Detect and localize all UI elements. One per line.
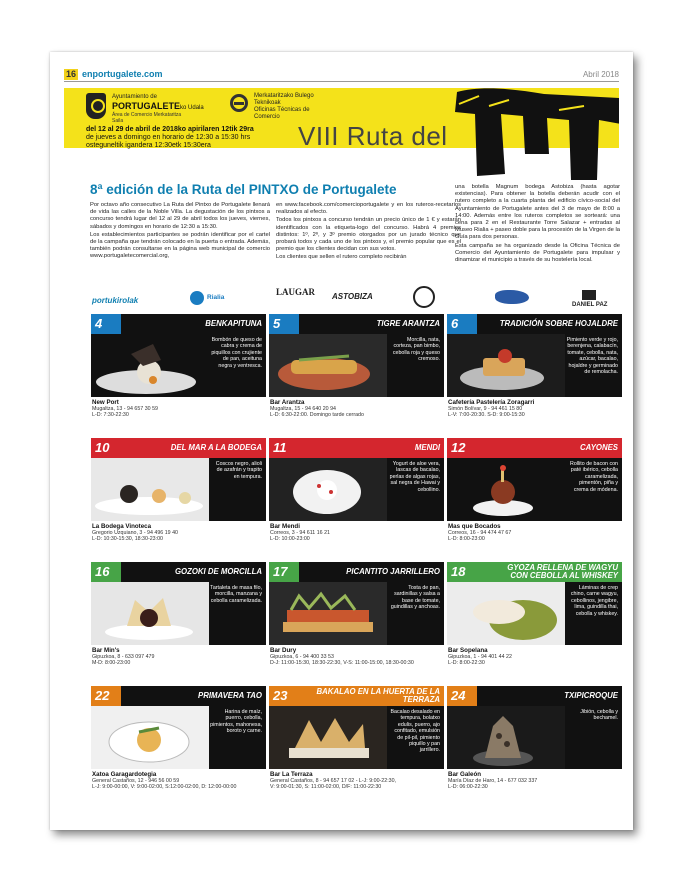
bar-name: New Port xyxy=(92,399,119,406)
pintxo-photo xyxy=(91,334,209,397)
page-number: 16 xyxy=(66,69,77,79)
sponsor-logos xyxy=(90,282,620,312)
pintxo-number: 10 xyxy=(95,440,110,455)
bar-info xyxy=(91,397,266,434)
intro-column-2: en www.facebook.com/comercioportugalete y en los ruteros-recetarios realizados al efecto. Todos los pintxos a concurso tendrán un precio único de 1 € y estarán identificados con la etiqueta-logo del concurso. Habrá 4 premios distintos: 1º, 2º, y 3º premio otorgados por un jurado técnico que probará todos y cada uno de los pintxos y, el premio popular que es el premio que los clientes decidan con sus votos. Los clientes que sellen el rutero completo recibirán xyxy=(276,202,461,261)
pintxo-photo xyxy=(447,458,565,521)
sponsor-emblem-icon xyxy=(413,286,435,308)
pintxo-title: BENKAPITUNA xyxy=(205,319,262,328)
pintxo-photo xyxy=(91,706,209,769)
bar-info xyxy=(447,769,622,806)
bar-info xyxy=(269,397,444,434)
sponsor-astobiza: ASTOBIZA xyxy=(332,292,373,301)
pintxo-description: Bacalao desalado en tempura, bolatxo edulis, puerro, ajo confitado, emulsión de pil-pil, pimiento piquillo y pan jarrillero. xyxy=(390,709,440,754)
pintxo-photo xyxy=(269,334,387,397)
merkataritza-label-eu: Merkataritzako Bulego Teknikoak xyxy=(254,93,314,106)
bar-name: Bar La Terraza xyxy=(270,771,313,778)
bar-address: Mugaltza, 13 - 94 657 30 59 xyxy=(92,406,158,412)
intro-column-3: una botella Magnum bodega Astobiza (hasta agotar existencias). Para obtener la botella deberán acudir con el rutero completo a la cuarta planta del edificio cívico-social del Ayuntamiento de Portugalete antes del 3 de mayo de 8:00 a 14:00. Además entre los ruteros completos se sorteará: una cena para 2 en el Restaurante Torre Salazar + entradas al Museo Rialia + paseo doble para la procesión de la Virgen de la Guía para dos personas. Esta campaña se ha organizado desde la Oficina Técnica de Comercio del Ayuntamiento de Portugalete para impulsar y dinamizar el municipio a través de su hostelería local. xyxy=(455,184,620,264)
bar-name: La Bodega Vinoteca xyxy=(92,523,152,530)
pintxo-photo xyxy=(269,458,387,521)
issue-date: Abril 2018 xyxy=(582,70,619,79)
pintxo-description: Láminas de crep chino, carne wagyu, cebollinos, jengibre, lima, guindilla thai, cebolla y whiskey. xyxy=(570,585,618,617)
bar-hours: L-D: 10:30-15:30, 18:30-23:00 xyxy=(92,536,163,543)
bar-info xyxy=(269,521,444,558)
bar-hours: L-D: 8:00-22:30 xyxy=(448,660,485,667)
merkataritza-label-es: Oficinas Técnicas de Comercio xyxy=(254,107,310,120)
bar-info xyxy=(447,645,622,682)
bar-hours: L-V: 7:00-20:30. S-D: 9:00-15:30 xyxy=(448,412,525,419)
magazine-page xyxy=(50,52,633,830)
bar-address: General Castaños, 12 - 946 56 00 59 xyxy=(92,778,180,784)
ayto-department: Área de Comercio Merkataritza Saila xyxy=(112,112,182,124)
pintxo-description: Tosta de pan, sardinillas y salsa a base de tomate, guindillas y anchoas. xyxy=(390,585,440,611)
daniel-paz-logo-icon xyxy=(582,290,596,300)
pintxo-description: Rollito de bacon con paté ibérico, cebolla caramelizada, pimentón, piña y crema de módena. xyxy=(570,461,618,493)
pintxo-number: 12 xyxy=(451,440,466,455)
pintxo-card[interactable] xyxy=(91,438,266,558)
pintxo-description: Morcilla, nata, corteza, pan bimbo, cebolla roja y queso cremoso. xyxy=(392,337,440,363)
pintxo-photo xyxy=(91,582,209,645)
sponsor-portukirolak: portukirolak xyxy=(92,296,139,305)
pintxo-photo xyxy=(269,582,387,645)
pintxo-card[interactable] xyxy=(447,438,622,558)
intro-column-1: Por octavo año consecutivo La Ruta del Pintxo de Portugalete llenará de vida las calles de la Noble Villa. La degustación de los pintxos a concurso tendrá lugar del 12 al 29 de abril todos los jueves, viernes, sábados y domingos en horario de 12:30 a 15:30. Los establecimientos participantes se podrán identificar por el cartel de la campaña que tendrán colocado en la puerta o entrada. Además, también podrán consultarse en la página web municipal de comercio www.portugaletecomercial.org, xyxy=(90,202,270,260)
pintxo-description: Bombón de queso de cabra y crema de piquillos con crujiente de pan, aceituna negra y ventresca. xyxy=(211,337,262,369)
ayto-name: PORTUGALETEko Udala xyxy=(112,101,204,111)
bar-name: Xatoa Garagardotegia xyxy=(92,771,157,778)
bar-name: Bar Galeón xyxy=(448,771,482,778)
sponsor-laugar: LAUGAR xyxy=(276,287,316,297)
bar-hours: V: 9:00-01:30, S: 11:00-02:00, D/F: 11:00-22:30 xyxy=(270,784,382,791)
pintxo-title: PICANTITO JARRILLERO xyxy=(346,567,440,576)
pintxo-photo xyxy=(447,334,565,397)
bar-name: Bar Dury xyxy=(270,647,297,654)
bar-address: Correos, 3 - 94 611 16 21 xyxy=(270,530,330,536)
bar-name: Mas que Bocados xyxy=(448,523,501,530)
ayto-label: Ayuntamiento de xyxy=(112,94,157,100)
bar-hours: L-D: 06:00-22:30 xyxy=(448,784,488,791)
pintxo-photo xyxy=(269,706,387,769)
pintxo-number: 24 xyxy=(451,688,466,703)
bar-address: Gipuzkoa, 1 - 94 401 44 22 xyxy=(448,654,512,660)
bar-info xyxy=(91,521,266,558)
site-name[interactable]: enportugalete.com xyxy=(82,69,163,79)
pintxo-title: TRADICIÓN SOBRE HOJALDRE xyxy=(499,319,618,328)
bar-info xyxy=(269,769,444,806)
pintxo-title: DEL MAR A LA BODEGA xyxy=(170,443,262,452)
page-header xyxy=(64,68,619,82)
bar-hours: M-D: 8:00-23:00 xyxy=(92,660,131,667)
pintxo-card[interactable] xyxy=(91,314,266,434)
pintxo-title: MENDI xyxy=(414,443,440,452)
pintxo-number: 22 xyxy=(95,688,110,703)
bar-address: Mugaltza, 15 - 94 640 20 94 xyxy=(270,406,336,412)
bar-info xyxy=(447,397,622,434)
pintxo-title: GOZOKI DE MORCILLA xyxy=(174,567,262,576)
article-headline: 8ª edición de la Ruta del PINTXO de Portugalete xyxy=(90,182,397,197)
pintxo-title: CAYONES xyxy=(580,443,618,452)
fish-logo-icon xyxy=(495,290,529,304)
bar-hours: L-D: 10:00-23:00 xyxy=(270,536,310,543)
bar-info xyxy=(447,521,622,558)
pintxo-card[interactable] xyxy=(91,686,266,806)
bar-name: Cafetería Pastelería Zoragarri xyxy=(448,399,535,406)
bar-hours: L-D: 6:30-22:00. Domingo tarde cerrado xyxy=(270,412,364,419)
pintxo-description: Pimiento verde y rojo, berenjena, calabacín, tomate, cebolla, nata, azúcar, bacalao, hojaldre y germinado de remolacha. xyxy=(566,337,618,376)
coat-of-arms-icon xyxy=(86,93,106,119)
event-banner xyxy=(64,88,619,180)
bar-info xyxy=(91,645,266,682)
bar-name: Bar Arantza xyxy=(270,399,305,406)
pintxo-card[interactable] xyxy=(447,562,622,682)
pintxo-card[interactable] xyxy=(269,438,444,558)
bar-address: María Díaz de Haro, 14 - 677 032 337 xyxy=(448,778,538,784)
bar-name: Bar Mendi xyxy=(270,523,300,530)
bar-hours: L-D: 8:00-23:00 xyxy=(448,536,485,543)
pintxo-photo xyxy=(91,458,209,521)
event-dates: del 12 al 29 de abril de 2018ko apirilaren 12tik 29ra de jueves a domingo en horario de 12:30 a 15:30 hrs osteguneltik igandera 12:30etk 15:30era xyxy=(86,126,254,149)
pintxo-number: 4 xyxy=(95,316,103,331)
bar-address: Gregorio Uzquiano, 3 - 94 496 19 40 xyxy=(92,530,178,536)
pintxo-title: BAKALAO EN LA HUERTA DE LA TERRAZA xyxy=(316,687,440,704)
pintxo-title: TIGRE ARANTZA xyxy=(376,319,440,328)
pintxo-number: 16 xyxy=(95,564,110,579)
pintxo-number: 23 xyxy=(273,688,288,703)
sponsor-daniel-paz: DANIEL PAZ xyxy=(572,302,608,308)
pintxo-description: Yogurt de aloe vera, lascas de bacalao, perlas de algas rojas, sal negra de Hawai y cebollino. xyxy=(389,461,440,493)
pintxo-card[interactable] xyxy=(269,686,444,806)
bar-address: Simón Bolívar, 9 - 94 461 15 80 xyxy=(448,406,523,412)
pintxo-number: 17 xyxy=(273,564,288,579)
bar-address: Gipuzkoa, 6 - 94 400 33 53 xyxy=(270,654,334,660)
pintxo-photo xyxy=(447,582,565,645)
merkataritza-logo-icon xyxy=(230,94,248,112)
bar-address: Gipuzkoa, 8 - 633 097 479 xyxy=(92,654,155,660)
pintxo-description: Tartaleta de masa filo, morcilla, manzana y cebolla caramelizada. xyxy=(210,585,262,604)
pintxo-card[interactable] xyxy=(91,562,266,682)
rialia-logo-icon xyxy=(190,291,204,305)
ruta-title: VIII Ruta del xyxy=(298,121,448,151)
bar-address: General Castaños, 8 - 94 657 17 02 - L-J: 9:00-22:30, xyxy=(270,778,397,784)
pintxo-number: 18 xyxy=(451,564,466,579)
bar-info xyxy=(269,645,444,682)
pintxo-card[interactable] xyxy=(447,686,622,806)
pintxo-photo xyxy=(447,706,565,769)
pintxo-number: 11 xyxy=(273,440,287,455)
bar-hours: L-D: 7:30-22:30 xyxy=(92,412,129,419)
bar-address: Correos, 16 - 94 474 47 67 xyxy=(448,530,512,536)
pintxo-title: GYOZA RELLENA DE WAGYU CON CEBOLLA AL WHISKEY xyxy=(507,563,618,580)
sponsor-rialia: Rialia xyxy=(207,294,225,301)
pintxo-card[interactable] xyxy=(269,562,444,682)
pintxo-description: Jibión, cebolla y bechamel. xyxy=(580,709,618,722)
bar-name: Bar Sopelana xyxy=(448,647,488,654)
pintxo-brush-logo xyxy=(449,88,619,180)
bar-info xyxy=(91,769,266,806)
pintxo-title: TXIPICROQUE xyxy=(564,691,618,700)
pintxo-number: 5 xyxy=(273,316,281,331)
pintxo-description: Coscos negro, alioli de azafrán y trapito en tempura. xyxy=(215,461,262,480)
pintxo-card[interactable] xyxy=(269,314,444,434)
bar-hours: L-J: 9:00-00:00, V: 9:00-02:00, S:12:00-02:00, D: 12:00-00:00 xyxy=(92,784,237,791)
bar-name: Bar Min's xyxy=(92,647,120,654)
pintxo-description: Harina de maíz, puerro, cebolla, pimientos, mahonesa, boroto y carne. xyxy=(210,709,262,735)
pintxo-number: 6 xyxy=(451,316,459,331)
pintxo-title: PRIMAVERA TAO xyxy=(198,691,262,700)
bar-hours: D-J: 11:00-15:30, 18:30-22:30, V-S: 11:00-15:00, 18:30-00:30 xyxy=(270,660,414,667)
pintxo-card[interactable] xyxy=(447,314,622,434)
